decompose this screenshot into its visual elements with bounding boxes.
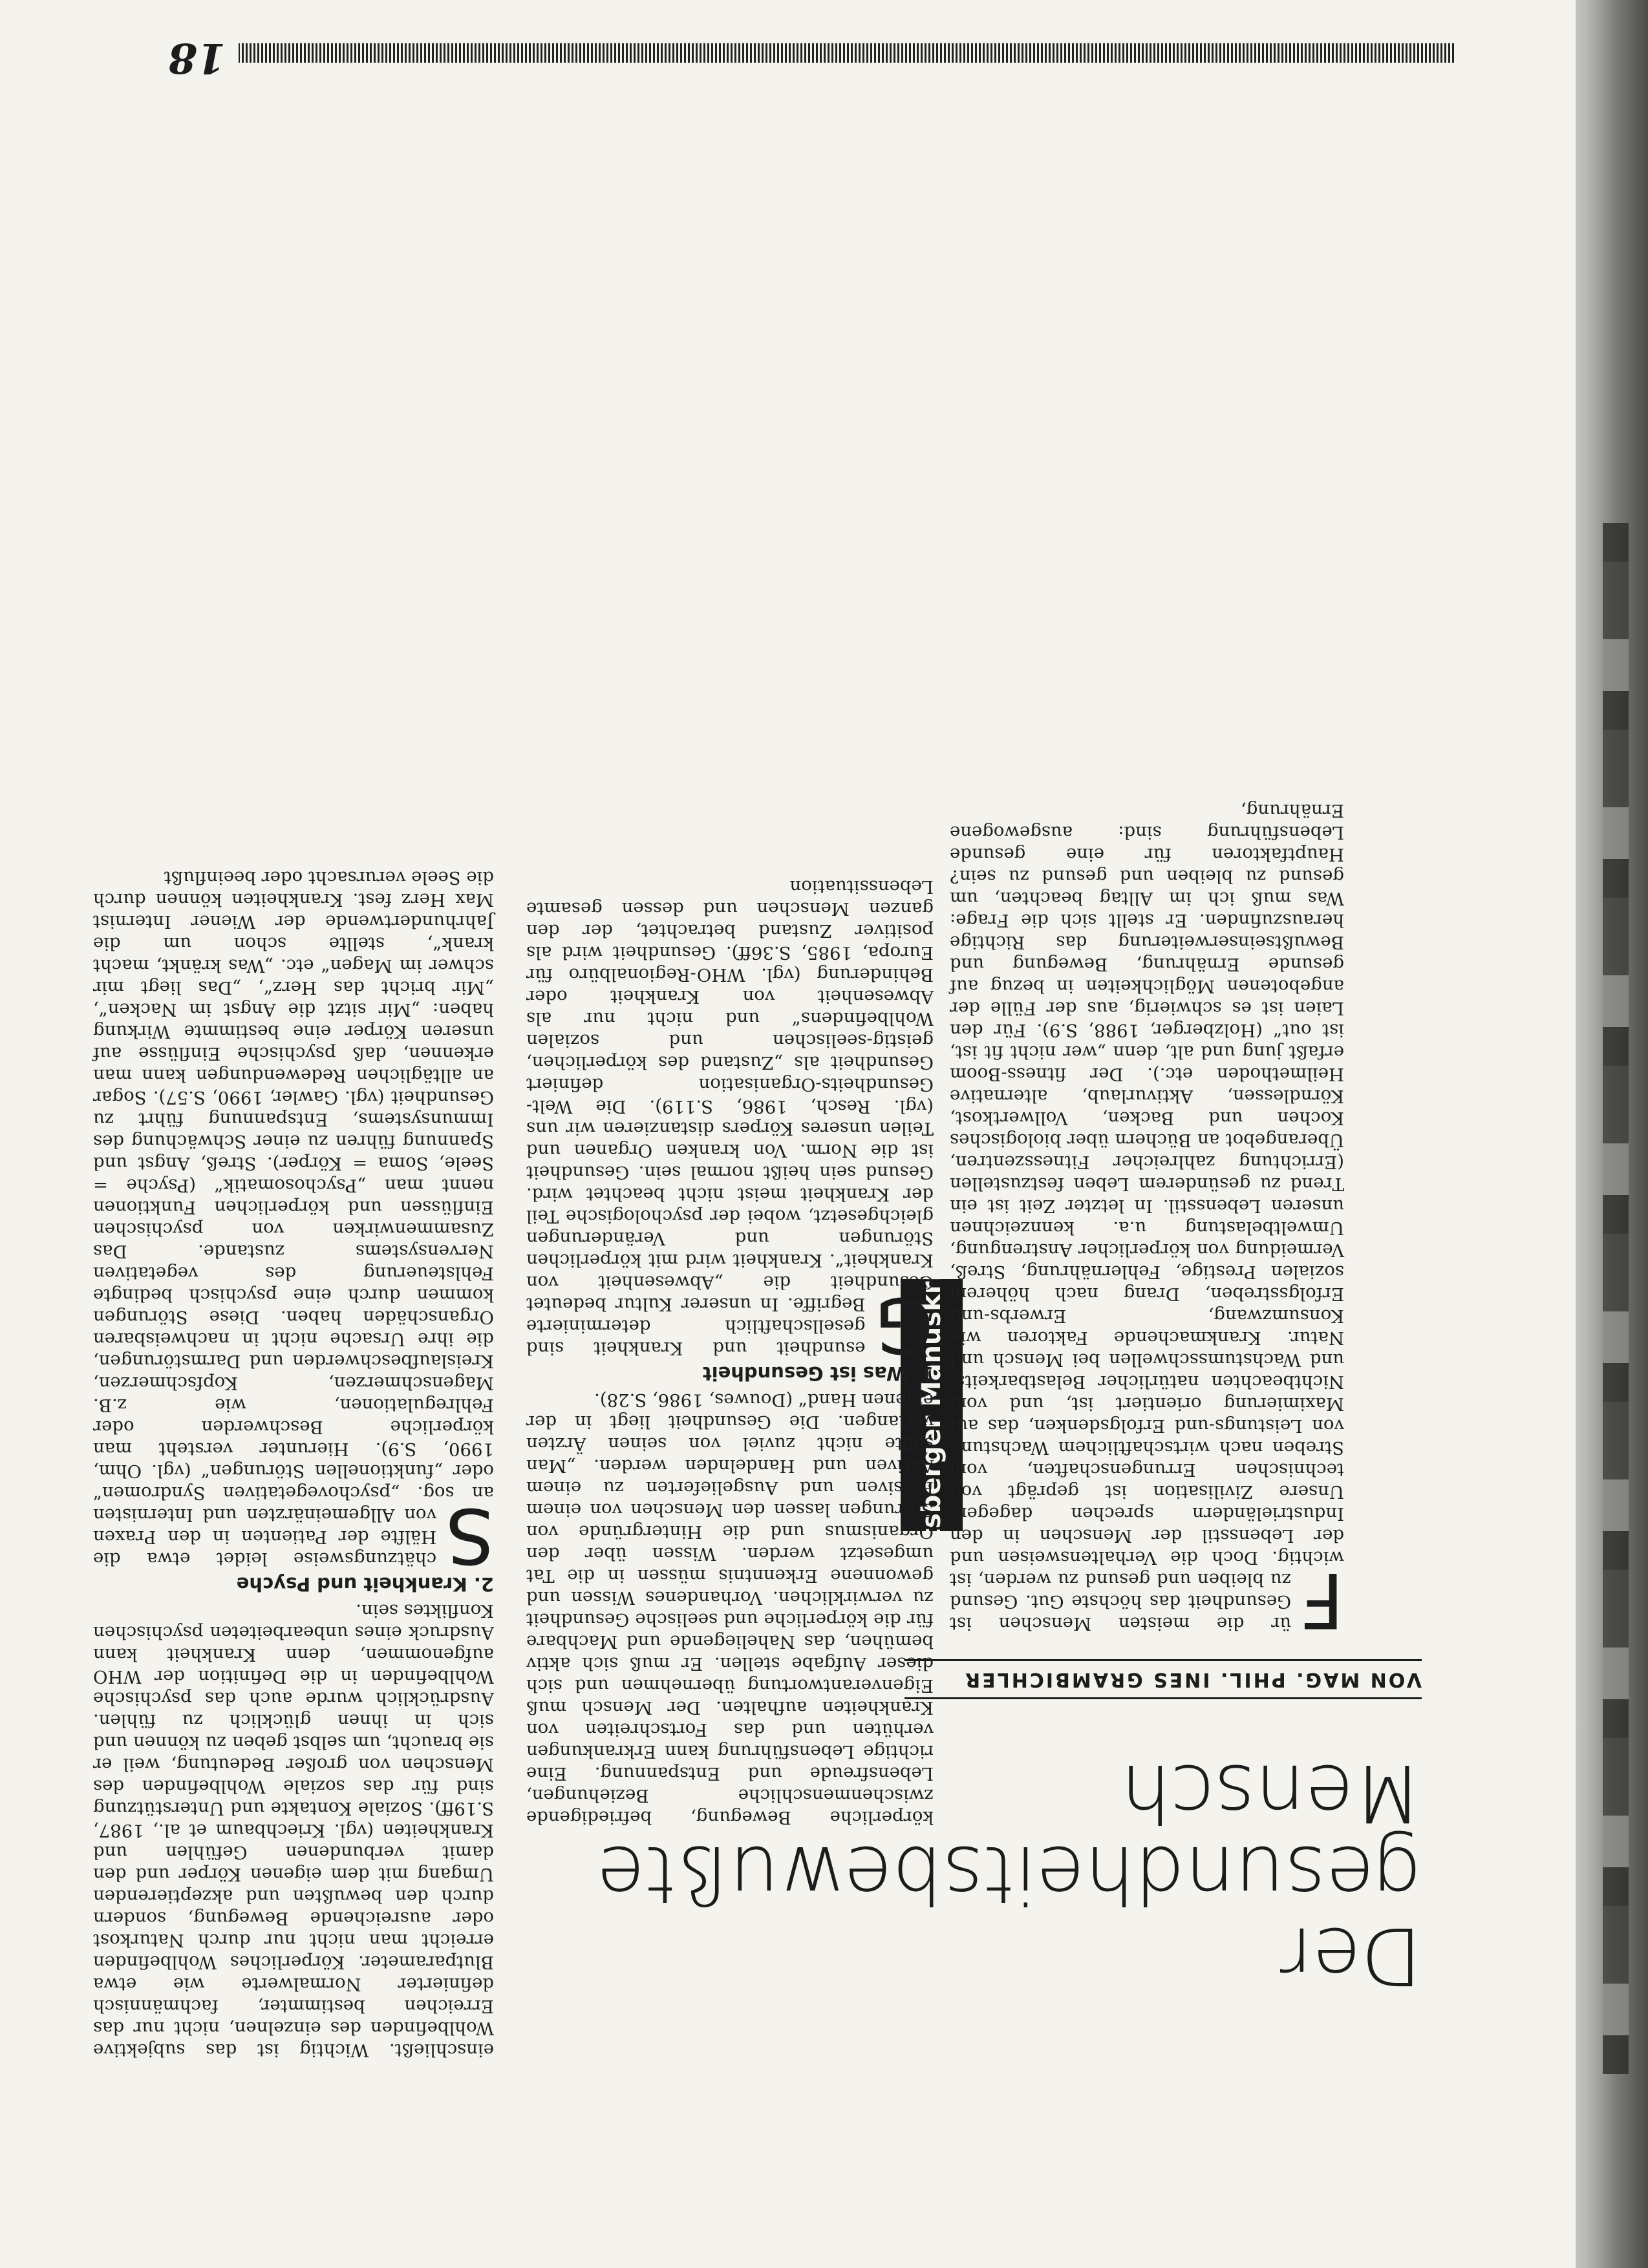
byline: VON MAG. PHIL. INES GRAMBICHLER (904, 1659, 1422, 1699)
text-column-3 (93, 867, 494, 2061)
series-tag-label: Voitsberger Manuskripte (917, 1224, 947, 1587)
decorative-rule (239, 43, 1454, 63)
paragraph: esundheit und Krankheit sind gesellschaftlich determinierte Begriffe. In unserer Kultur bedeutet Gesundheit die „Abwesenheit von Krankheit“. Krankheit wird mit körperlichen Störungen und Veränderungen gleichgesetzt, wobei der psychologische Teil der Krankheit meist nicht beachtet wird. Gesund sein heißt normal sein. Gesundheit ist die Norm. Von kranken Organen und Teilen unseres Körpers distanzieren wir uns (vgl. Resch, 1986, S.119). Die Welt-Gesundheits-Organisation definiert Gesundheit als „Zustand des körperlichen, geistig-seelischen und sozialen Wohlbefindens“ und nicht nur als Abwesenheit von Krankheit oder Behinderung (vgl. WHO-Regionalbüro für Europa, 1985, S.36ff). Gesundheit wird als positiver Zustand betrachtet, der den ganzen Menschen und dessen gesamte Lebenssituation (526, 876, 934, 1359)
paragraph: chätzungsweise leidet etwa die Hälfte der Patienten in den Praxen von Allgemeinärzten und Internisten an sog. „psychovegetativen Syndromen“ oder „funktionellen Störungen“ (vgl. Ohm, 1990, S.9). Hierunter versteht man körperliche Beschwerden oder Fehlregulationen, wie z.B. Magenschmerzen, Kopfschmerzen, Kreislaufbeschwerden und Darmstörungen, die ihre Ursache nicht in nachweisbaren Organschäden haben. Diese Störungen kommen durch eine psychisch bedingte Fehlsteuerung des vegetativen Nervensystems zustande. Das Zusammenwirken von psychischen Einflüssen und körperlichen Funktionen nennt man „Psychosomatik“ (Psyche = Seele, Soma = Körper). Streß, Angst und Spannung führen zu einer Schwächung des Immunsystems, Entspannung führt zu Gesundheit (vgl. Gawler, 1990, S.57). Sogar an alltäglichen Redewendungen kann man erkennen, daß psychische Einflüsse auf unseren Körper eine bestimmte Wirkung haben: „Mir sitzt die Angst im Nacken“, „Mir bricht das Herz“, „Das liegt mir schwer im Magen“ etc. „Was kränkt, macht krank“, stellte schon um die Jahrhundertwende der Wiener Internist Max Herz fest. Krankheiten können durch die Seele verursacht oder beeinflußt (93, 867, 494, 1569)
binding-edge (1603, 523, 1629, 2074)
text-column-1 (950, 800, 1344, 1645)
drop-cap: S (445, 1491, 494, 1580)
drop-cap: G (874, 1280, 934, 1370)
paragraph: körperliche Bewegung, befriedigende zwischenmenschliche Beziehungen, Lebensfreude und Entspannung. Eine richtige Lebensführung kann Erkrankungen verhüten und das Fortschreiten von Krankheiten aufhalten. Der Mensch muß Eigenverantwortung übernehmen und sich dieser Aufgabe stellen. Er muß sich aktiv bemühen, das Naheliegende und Machbare für die körperliche und seelische Gesundheit zu verwirklichen. Vorhandenes Wissen und gewonnene Erkenntnis müssen in die Tat umgesetzt werden. Wissen über den Organismus und die Hintergründe von Störungen lassen den Menschen von einem Passiven und Ausgelieferten zu einem Aktiven und Handelnden werden. „Man sollte nicht zuviel von seinen Ärzten verlangen. Die Gesundheit liegt in der eigenen Hand“ (Douwes, 1986, S.28). (526, 1390, 934, 1828)
paragraph: einschließt. Wichtig ist das subjektive Wohlbefinden des einzelnen, nicht nur das Erreichen bestimmter, fachmännisch definierter Normalwerte wie etwa Blutparameter. Körperliches Wohlbefinden erreicht man nicht nur durch Naturkost oder ausreichende Bewegung, sondern durch den bewußten und akzeptierenden Umgang mit dem eigenen Körper und den damit verbundenen Gefühlen und Krankheiten (vgl. Kriechbaum et al., 1987, S.19ff). Soziale Kontakte und Unterstützung sind für das soziale Wohlbefinden des Menschen von großer Bedeutung, weil er sie braucht, um selbst geben zu können und sich in ihnen glücklich zu fühlen. Ausdrücklich wurde auch das psychische Wohlbefinden in die Definition der WHO aufgenommen, denn Krankheit kann Ausdruck eines unbearbeiteten psychischen Konfliktes sein. (93, 1600, 494, 2061)
paragraph: ür die meisten Menschen ist Gesundheit das höchste Gut. Gesund zu bleiben und gesund zu werden, ist wichtig. Doch die Verhaltensweisen und der Lebensstil der Menschen in den Industrieländern sprechen dagegen. Unsere Zivilisation ist geprägt von technischen Errungenschaften, vom Streben nach wirtschaftlichem Wachstum, von Leistungs-und Erfolgsdenken, das auf Maximierung orientiert ist, und vom Nichtbeachten natürlicher Belastbarkeits- und Wachstumsschwellen bei Mensch und Natur. Krankmachende Faktoren wie Konsumzwang, Erwerbs-und Erfolgsstreben, Drang nach höherem sozialen Prestige, Fehlernährung, Streß, Vermeidung von körperlicher Anstrengung, Umweltbelastung u.a. kennzeichnen unseren Lebensstil. In letzter Zeit ist ein Trend zu gesünderem Leben festzustellen (Errichtung zahlreicher Fitnesszentren, Überangebot an Büchern über biologisches Kochen und Backen, Vollwertkost, Körndlessen, Aktivurlaub, alternative Heilmethoden etc.). Der fitness-Boom erfaßt jung und alt, denn „wer nicht fit ist, ist out“ (Holzberger, 1988, S.9). Für den Laien ist es schwierig, aus der Fülle der angebotenen Möglichkeiten in bezug auf gesunde Ernährung, Bewegung und Bewußtseinserweiterung das Richtige herauszufinden. Er stellt sich die Frage: Was muß ich im Alltag beachten, um gesund zu bleiben und gesund zu sein? Hauptfaktoren für eine gesunde Lebensführung sind: ausgewogene Ernährung, (950, 800, 1344, 1634)
page-number: 18 (167, 34, 226, 82)
text-column-2 (526, 876, 934, 1828)
section-heading: 2. Krankheit und Psyche (236, 1573, 494, 1595)
drop-cap: F (1300, 1556, 1344, 1645)
headline: Der gesundheitsbewußte Mensch (596, 1747, 1422, 2002)
section-heading: 1. Was ist Gesundheit (702, 1362, 934, 1384)
